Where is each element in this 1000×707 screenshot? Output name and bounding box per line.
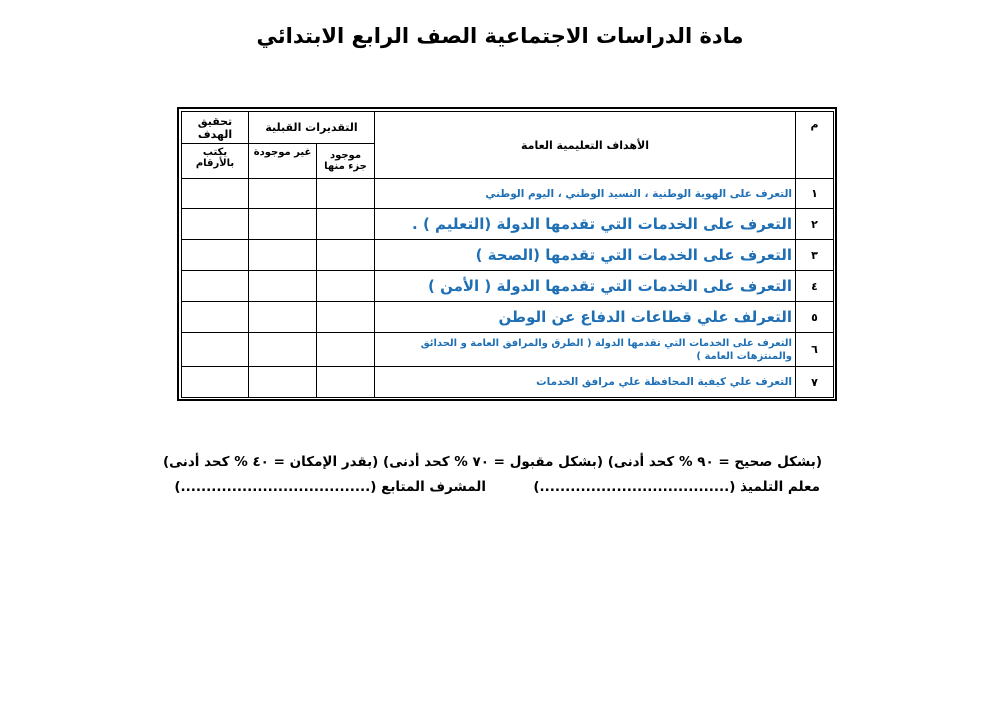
row-number: ٧ (796, 367, 834, 398)
cell-achievement (182, 271, 249, 302)
cell-achievement (182, 240, 249, 271)
header-achievement-sub: يكتب بالأرقام (182, 144, 249, 179)
cell-exists-part (317, 271, 375, 302)
cell-exists-part (317, 240, 375, 271)
row-goal: التعرف على الخدمات التي تقدمها الدولة ( الأمن ) (375, 271, 796, 302)
row-number: ٢ (796, 209, 834, 240)
page-title: مادة الدراسات الاجتماعية الصف الرابع الابتدائي (256, 24, 744, 48)
row-goal: التعرلف علي قطاعات الدفاع عن الوطن (375, 302, 796, 333)
header-goals: الأهداف التعليمية العامة (375, 112, 796, 179)
header-assessments: التقديرات القبلية (249, 112, 375, 144)
teacher-signature: معلم التلميذ (.....................................) (533, 479, 820, 495)
row-number: ١ (796, 179, 834, 209)
cell-exists-part (317, 367, 375, 398)
table-row (182, 271, 834, 302)
table-row (182, 240, 834, 271)
header-number: م (796, 112, 834, 179)
goals-table (181, 111, 834, 398)
row-number: ٤ (796, 271, 834, 302)
cell-exists-part (317, 179, 375, 209)
cell-achievement (182, 333, 249, 367)
table-row (182, 333, 834, 367)
row-goal: التعرف على الخدمات التي تقدمها الدولة (التعليم ) . (375, 209, 796, 240)
cell-not-exists (249, 209, 317, 240)
cell-achievement (182, 179, 249, 209)
table-row (182, 367, 834, 398)
row-number: ٥ (796, 302, 834, 333)
table-row (182, 209, 834, 240)
cell-not-exists (249, 367, 317, 398)
cell-achievement (182, 302, 249, 333)
cell-not-exists (249, 302, 317, 333)
supervisor-signature: المشرف المتابع (.....................................) (174, 479, 486, 495)
grading-criteria: (بشكل صحيح = ٩٠ % كحد أدنى) (بشكل مقبول = ٧٠ % كحد أدنى) (بقدر الإمكان = ٤٠ % كحد أدنى) (162, 454, 822, 470)
header-not-exists: غير موجودة (249, 144, 317, 179)
row-goal: التعرف علي كيفية المحافظة علي مرافق الخدمات (375, 367, 796, 398)
table-row (182, 302, 834, 333)
cell-exists-part (317, 209, 375, 240)
cell-not-exists (249, 240, 317, 271)
cell-exists-part (317, 333, 375, 367)
row-number: ٣ (796, 240, 834, 271)
row-goal: التعرف على الهوية الوطنية ، النسيد الوطني ، اليوم الوطني (375, 179, 796, 209)
table-row (182, 179, 834, 209)
row-goal: التعرف على الخدمات التي تقدمها (الصحة ) (375, 240, 796, 271)
cell-achievement (182, 209, 249, 240)
header-exists-part: موجود جزء منها (317, 144, 375, 179)
row-number: ٦ (796, 333, 834, 367)
cell-exists-part (317, 302, 375, 333)
row-goal: التعرف على الخدمات التي تقدمها الدولة ( الطرق والمرافق العامة و الحدائق والمنتزهات العامة ) (375, 333, 796, 367)
cell-achievement (182, 367, 249, 398)
cell-not-exists (249, 179, 317, 209)
cell-not-exists (249, 333, 317, 367)
header-achievement: تحقيق الهدف (182, 112, 249, 144)
cell-not-exists (249, 271, 317, 302)
